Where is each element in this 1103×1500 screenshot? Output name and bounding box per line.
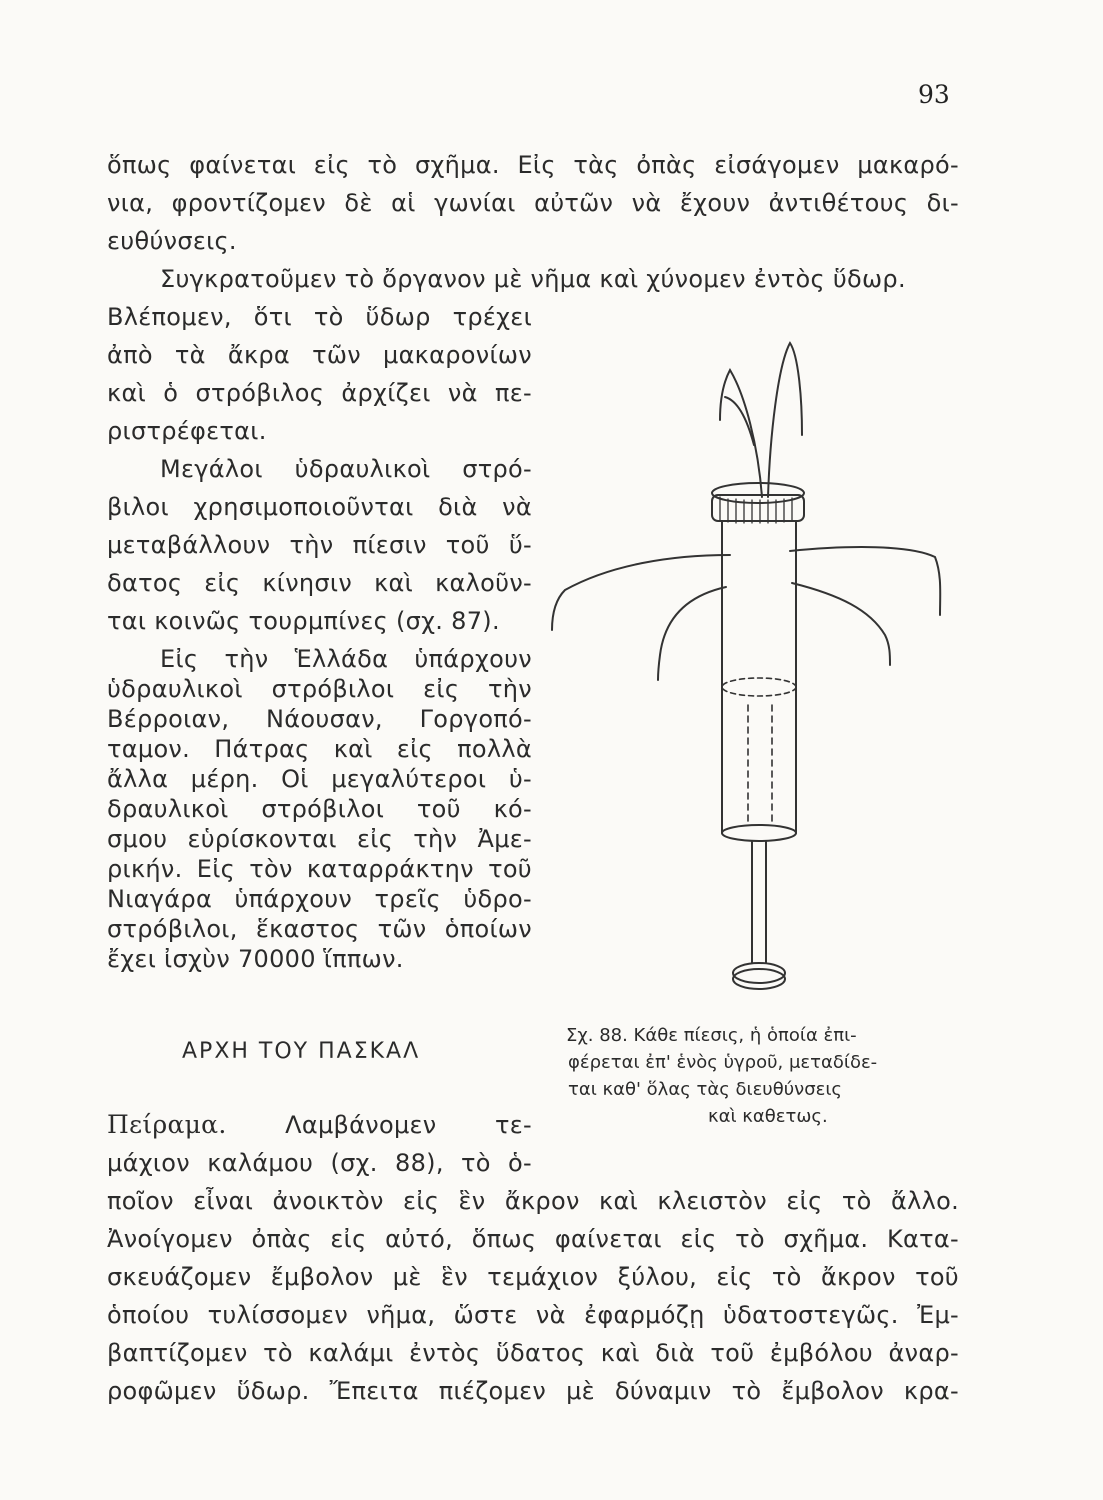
paragraph-2-line-3: ἀπὸ τὰ ἄκρα τῶν μακαρονίων bbox=[107, 341, 532, 369]
experiment-line-5: σκευάζομεν ἔμβολον μὲ ἓν τεμάχιον ξύλου, εἰς τὸ ἄκρον τοῦ bbox=[107, 1263, 959, 1291]
section-heading: ΑΡΧΗ ΤΟΥ ΠΑΣΚΑΛ bbox=[182, 1039, 421, 1064]
paragraph-4-line-10: στρόβιλοι, ἕκαστος τῶν ὁποίων bbox=[107, 915, 532, 943]
paragraph-3-line-2: βιλοι χρησιμοποιοῦνται διὰ νὰ bbox=[107, 493, 532, 521]
figure-caption-line-2: φέρεται ἐπ' ἑνὸς ὑγροῦ, μεταδίδε- bbox=[568, 1052, 878, 1073]
paragraph-4-line-5: ἄλλα μέρη. Οἱ μεγαλύτεροι ὑ- bbox=[107, 765, 532, 793]
paragraph-3-line-4: δατος εἰς κίνησιν καὶ καλοῦν- bbox=[107, 569, 532, 597]
experiment-line-2: μάχιον καλάμου (σχ. 88), τὸ ὁ- bbox=[107, 1149, 532, 1177]
experiment-line-8: ροφῶμεν ὕδωρ. Ἔπειτα πιέζομεν μὲ δύναμιν τὸ ἔμβολον κρα- bbox=[107, 1377, 959, 1405]
paragraph-4-line-8: ρικήν. Εἰς τὸν καταρράκτην τοῦ bbox=[107, 855, 532, 883]
experiment-line-1 bbox=[107, 1108, 532, 1142]
experiment-line-7: βαπτίζομεν τὸ καλάμι ἐντὸς ὕδατος καὶ διὰ τοῦ ἐμβόλου ἀναρ- bbox=[107, 1339, 959, 1367]
paragraph-4-line-7: σμου εὑρίσκονται εἰς τὴν Ἀμε- bbox=[107, 825, 532, 853]
paragraph-4-line-3: Βέρροιαν, Νάουσαν, Γοργοπό- bbox=[107, 705, 532, 733]
paragraph-4-line-11: ἔχει ἰσχὺν 70000 ἵππων. bbox=[107, 945, 404, 973]
paragraph-4-line-6: δραυλικοὶ στρόβιλοι τοῦ κό- bbox=[107, 795, 532, 823]
paragraph-4-line-1: Εἰς τὴν Ἑλλάδα ὑπάρχουν bbox=[160, 645, 532, 673]
paragraph-2-line-4: καὶ ὁ στρόβιλος ἀρχίζει νὰ πε- bbox=[107, 379, 532, 407]
paragraph-3-line-5: ται κοινῶς τουρμπίνες (σχ. 87). bbox=[107, 607, 500, 635]
paragraph-3-line-3: μεταβάλλουν τὴν πίεσιν τοῦ ὕ- bbox=[107, 531, 532, 559]
experiment-line-6: ὁποίου τυλίσσομεν νῆμα, ὥστε νὰ ἐφαρμόζῃ ὑδατοστεγῶς. Ἐμ- bbox=[107, 1301, 959, 1329]
experiment-line-4: Ἀνοίγομεν ὀπὰς εἰς αὐτό, ὅπως φαίνεται εἰς τὸ σχῆμα. Κατα- bbox=[107, 1225, 959, 1253]
paragraph-2-line-2: Βλέπομεν, ὅτι τὸ ὕδωρ τρέχει bbox=[107, 303, 532, 331]
paragraph-4-line-9: Νιαγάρα ὑπάρχουν τρεῖς ὑδρο- bbox=[107, 885, 532, 913]
page-number: 93 bbox=[918, 80, 950, 109]
paragraph-3-line-1: Μεγάλοι ὑδραυλικοὶ στρό- bbox=[160, 455, 532, 483]
experiment-line-3: ποῖον εἶναι ἀνοικτὸν εἰς ἓν ἄκρον καὶ κλειστὸν εἰς τὸ ἄλλο. bbox=[107, 1187, 959, 1215]
paragraph-1-line-3: ευθύνσεις. bbox=[107, 227, 237, 255]
experiment-line-1-text: Λαμβάνομεν τε- bbox=[285, 1111, 532, 1139]
paragraph-2-line-5: ριστρέφεται. bbox=[107, 417, 267, 445]
paragraph-2-line-1: Συγκρατοῦμεν τὸ ὄργανον μὲ νῆμα καὶ χύνομεν ἐντὸς ὕδωρ. bbox=[160, 265, 906, 293]
experiment-title: Πείραμα. bbox=[107, 1110, 227, 1139]
paragraph-1-line-1: ὅπως φαίνεται εἰς τὸ σχῆμα. Εἰς τὰς ὀπὰς εἰσάγομεν μακαρό- bbox=[107, 151, 959, 179]
figure-caption-line-4: καὶ καθετως. bbox=[708, 1106, 828, 1127]
paragraph-1-line-2: νια, φροντίζομεν δὲ αἱ γωνίαι αὐτῶν νὰ ἔχουν ἀντιθέτους δι- bbox=[107, 189, 959, 217]
pascal-syringe-figure bbox=[540, 325, 960, 1025]
figure-caption-line-3: ται καθ' ὅλας τὰς διευθύνσεις bbox=[568, 1079, 842, 1100]
paragraph-4-line-2: ὑδραυλικοὶ στρόβιλοι εἰς τὴν bbox=[107, 675, 532, 703]
paragraph-4-line-4: ταμον. Πάτρας καὶ εἰς πολλὰ bbox=[107, 735, 532, 763]
figure-caption-line-1: Σχ. 88. Κάθε πίεσις, ἡ ὁποία ἐπι- bbox=[566, 1025, 857, 1046]
